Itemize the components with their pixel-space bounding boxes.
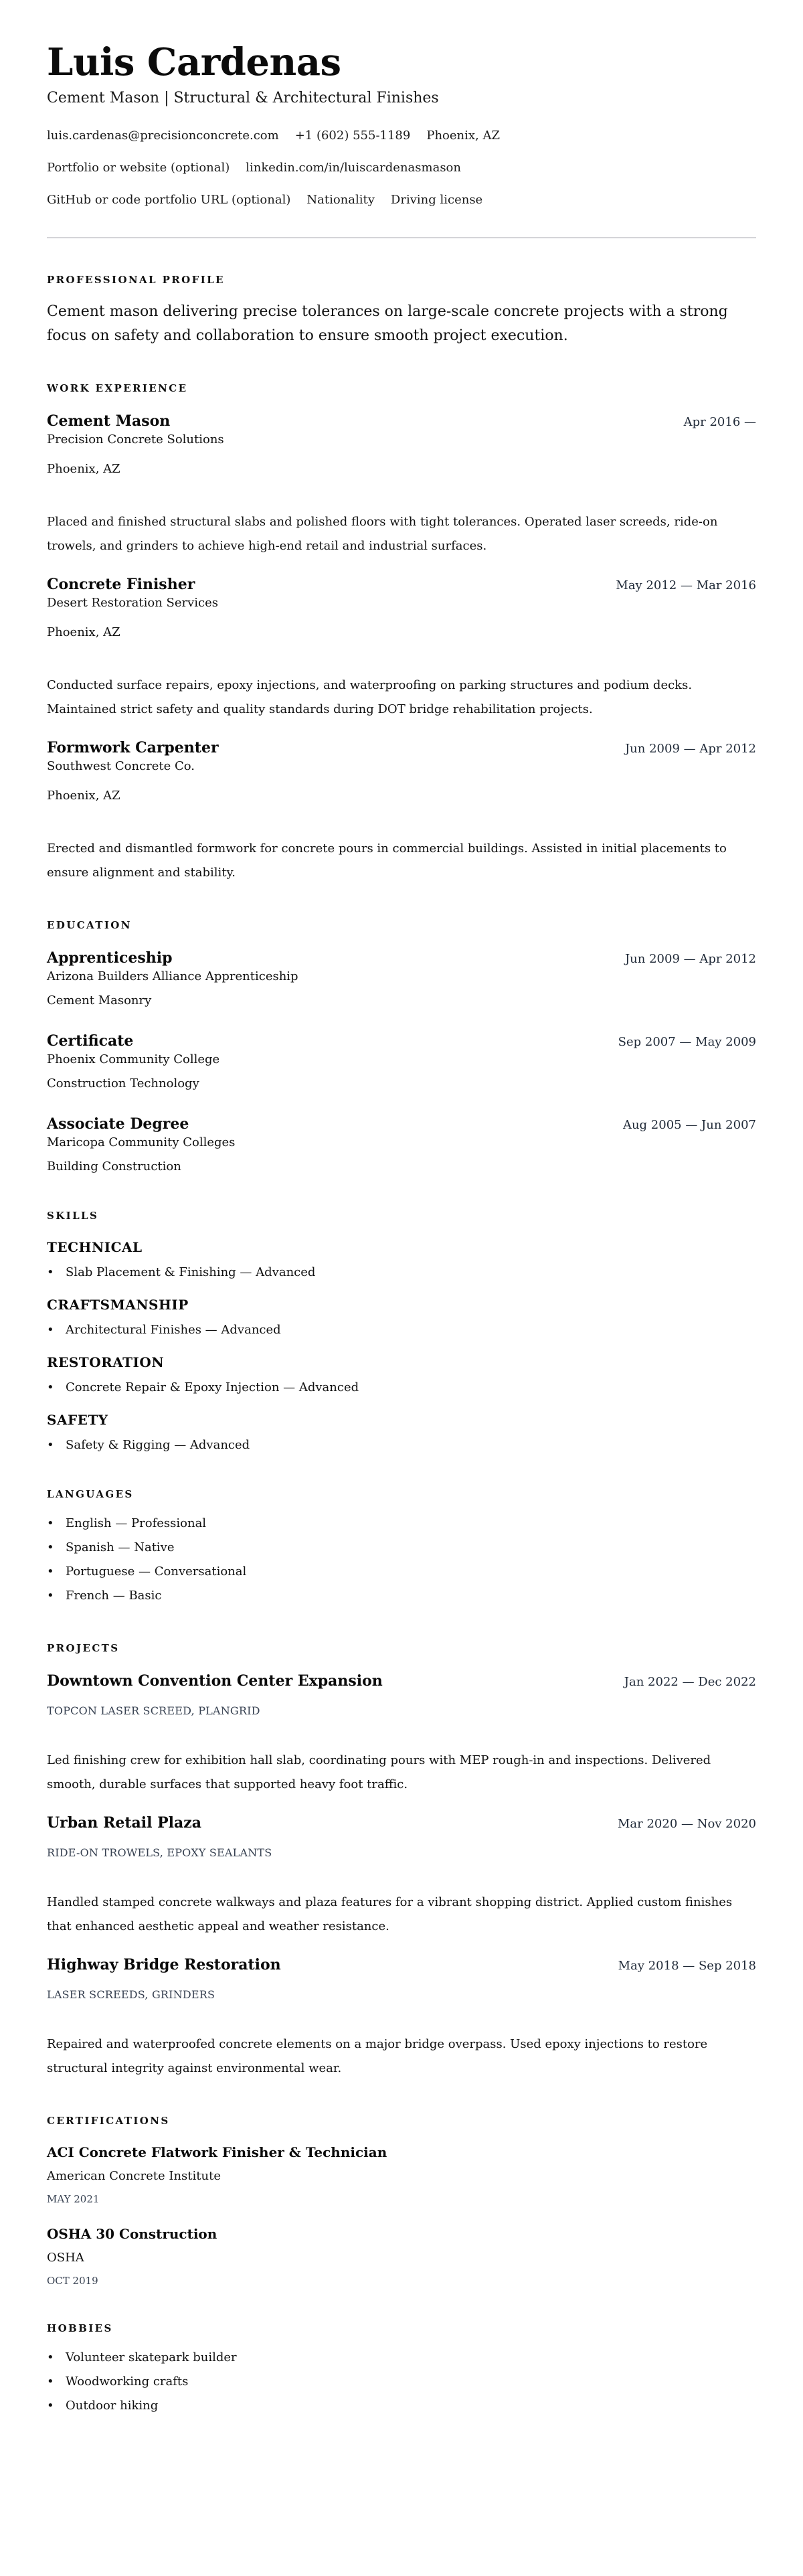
- job-title: Formwork Carpenter: [47, 739, 219, 756]
- hobby-item: • Outdoor hiking: [47, 2394, 756, 2418]
- section-title-projects: PROJECTS: [47, 1642, 120, 1654]
- section-title-education: EDUCATION: [47, 919, 132, 931]
- project-name: Downtown Convention Center Expansion: [47, 1672, 383, 1690]
- driving-license: Driving license: [390, 193, 483, 207]
- skill-category: CRAFTSMANSHIP: [47, 1297, 189, 1313]
- project-description: Repaired and waterproofed concrete elements on a major bridge overpass. Used epoxy injections to restore structural integrity against environmental wear.: [47, 2037, 708, 2075]
- project-tech: RIDE-ON TROWELS, EPOXY SEALANTS: [47, 1846, 272, 1859]
- project-name: Highway Bridge Restoration: [47, 1956, 281, 1974]
- skill-group: [47, 1354, 756, 1396]
- projects-section: [47, 1641, 756, 2081]
- candidate-name: Luis Cardenas: [47, 40, 341, 84]
- job-location: Phoenix, AZ: [47, 625, 120, 639]
- field-of-study: Construction Technology: [47, 1076, 199, 1091]
- job-dates: Apr 2016 —: [683, 415, 756, 429]
- certification-name: ACI Concrete Flatwork Finisher & Technician: [47, 2144, 387, 2160]
- certification-date: OCT 2019: [47, 2275, 98, 2287]
- language-item: • French — Basic: [47, 1584, 756, 1608]
- skills-section: [47, 1209, 756, 1454]
- section-title-hobbies: HOBBIES: [47, 2322, 113, 2334]
- job-description: Erected and dismantled formwork for concrete pours in commercial buildings. Assisted in initial placements to ensure alignment and stability.: [47, 841, 727, 880]
- project-dates: Jan 2022 — Dec 2022: [624, 1675, 756, 1689]
- profile-section: [47, 273, 756, 348]
- certification-date: MAY 2021: [47, 2193, 100, 2205]
- section-title-certifications: CERTIFICATIONS: [47, 2115, 170, 2127]
- degree-title: Apprenticeship: [47, 949, 173, 967]
- section-title-profile: PROFESSIONAL PROFILE: [47, 274, 225, 286]
- experience-section: [47, 382, 756, 885]
- portfolio-link[interactable]: Portfolio or website (optional): [47, 161, 230, 175]
- project-dates: Mar 2020 — Nov 2020: [617, 1817, 756, 1831]
- school-name: Arizona Builders Alliance Apprenticeship: [47, 969, 298, 983]
- skill-category: SAFETY: [47, 1412, 108, 1428]
- section-title-skills: SKILLS: [47, 1210, 99, 1222]
- contact-line-1: [47, 127, 756, 145]
- contact-line-2: [47, 159, 756, 177]
- email-link[interactable]: luis.cardenas@precisionconcrete.com: [47, 129, 279, 143]
- project-item: [47, 1813, 756, 1939]
- job-title: Cement Mason: [47, 412, 171, 430]
- linkedin-link[interactable]: linkedin.com/in/luiscardenasmason: [246, 161, 461, 175]
- experience-item: [47, 574, 756, 722]
- certification-issuer: OSHA: [47, 2251, 84, 2265]
- skill-item: • Architectural Finishes — Advanced: [47, 1321, 756, 1339]
- skill-group: [47, 1411, 756, 1454]
- school-name: Maricopa Community Colleges: [47, 1135, 236, 1149]
- job-location: Phoenix, AZ: [47, 789, 120, 803]
- header-divider: [47, 237, 756, 238]
- skill-category: TECHNICAL: [47, 1239, 143, 1255]
- section-title-experience: WORK EXPERIENCE: [47, 382, 188, 394]
- project-description: Handled stamped concrete walkways and plaza features for a vibrant shopping district. Applied custom finishes that enhanced aesthetic appeal and weather resistance.: [47, 1895, 733, 1933]
- candidate-headline: Cement Mason | Structural & Architectural Finishes: [47, 90, 439, 106]
- degree-title: Certificate: [47, 1032, 134, 1050]
- company-name: Precision Concrete Solutions: [47, 432, 224, 447]
- project-name: Urban Retail Plaza: [47, 1814, 202, 1832]
- education-dates: Aug 2005 — Jun 2007: [622, 1118, 756, 1132]
- language-item: • Portuguese — Conversational: [47, 1560, 756, 1584]
- language-item: • English — Professional: [47, 1512, 756, 1536]
- skill-item: • Safety & Rigging — Advanced: [47, 1437, 756, 1454]
- project-dates: May 2018 — Sep 2018: [618, 1959, 756, 1973]
- contact-line-3: [47, 191, 756, 209]
- company-name: Southwest Concrete Co.: [47, 759, 195, 773]
- project-item: [47, 1671, 756, 1797]
- skill-item: • Concrete Repair & Epoxy Injection — Advanced: [47, 1379, 756, 1396]
- resume-header: [47, 40, 756, 238]
- certification-name: OSHA 30 Construction: [47, 2226, 217, 2242]
- job-dates: May 2012 — Mar 2016: [616, 578, 756, 592]
- skill-category: RESTORATION: [47, 1354, 165, 1370]
- language-item: • Spanish — Native: [47, 1536, 756, 1560]
- job-description: Placed and finished structural slabs and polished floors with tight tolerances. Operated laser screeds, ride-on trowels, and grinders to achieve high-end retail and industrial surfaces.: [47, 515, 718, 553]
- skill-group: [47, 1238, 756, 1281]
- school-name: Phoenix Community College: [47, 1052, 220, 1066]
- company-name: Desert Restoration Services: [47, 596, 219, 610]
- job-title: Concrete Finisher: [47, 576, 195, 593]
- education-dates: Jun 2009 — Apr 2012: [624, 952, 756, 966]
- job-location: Phoenix, AZ: [47, 462, 120, 476]
- experience-item: [47, 411, 756, 558]
- skill-group: [47, 1296, 756, 1339]
- education-dates: Sep 2007 — May 2009: [618, 1035, 756, 1049]
- phone-number[interactable]: +1 (602) 555-1189: [294, 129, 411, 143]
- nationality: Nationality: [306, 193, 375, 207]
- hobby-item: • Volunteer skatepark builder: [47, 2346, 756, 2370]
- field-of-study: Building Construction: [47, 1159, 181, 1174]
- skill-item: • Slab Placement & Finishing — Advanced: [47, 1264, 756, 1281]
- project-item: [47, 1955, 756, 2081]
- certification-item: [47, 2144, 756, 2206]
- github-link[interactable]: GitHub or code portfolio URL (optional): [47, 193, 291, 207]
- certifications-section: [47, 2114, 756, 2288]
- project-tech: TOPCON LASER SCREED, PLANGRID: [47, 1704, 260, 1717]
- field-of-study: Cement Masonry: [47, 993, 152, 1008]
- experience-item: [47, 738, 756, 885]
- degree-title: Associate Degree: [47, 1115, 189, 1133]
- project-description: Led finishing crew for exhibition hall slab, coordinating pours with MEP rough-in and inspections. Delivered smooth, durable surfaces that supported heavy foot traffic.: [47, 1753, 711, 1791]
- certification-item: [47, 2225, 756, 2288]
- job-dates: Jun 2009 — Apr 2012: [624, 742, 756, 756]
- education-item: [47, 1114, 756, 1176]
- location: Phoenix, AZ: [426, 129, 500, 143]
- project-tech: LASER SCREEDS, GRINDERS: [47, 1988, 215, 2001]
- hobby-item: • Woodworking crafts: [47, 2370, 756, 2394]
- profile-text: Cement mason delivering precise tolerances on large-scale concrete projects with a strong focus on safety and collaboration to ensure smooth project execution.: [47, 303, 728, 344]
- job-description: Conducted surface repairs, epoxy injections, and waterproofing on parking structures and podium decks. Maintained strict safety and quality standards during DOT bridge rehabilitation projects.: [47, 678, 693, 716]
- certification-issuer: American Concrete Institute: [47, 2169, 221, 2183]
- languages-section: [47, 1487, 756, 1608]
- section-title-languages: LANGUAGES: [47, 1488, 134, 1500]
- hobbies-section: [47, 2322, 756, 2418]
- education-item: [47, 1031, 756, 1093]
- education-item: [47, 948, 756, 1010]
- education-section: [47, 918, 756, 1176]
